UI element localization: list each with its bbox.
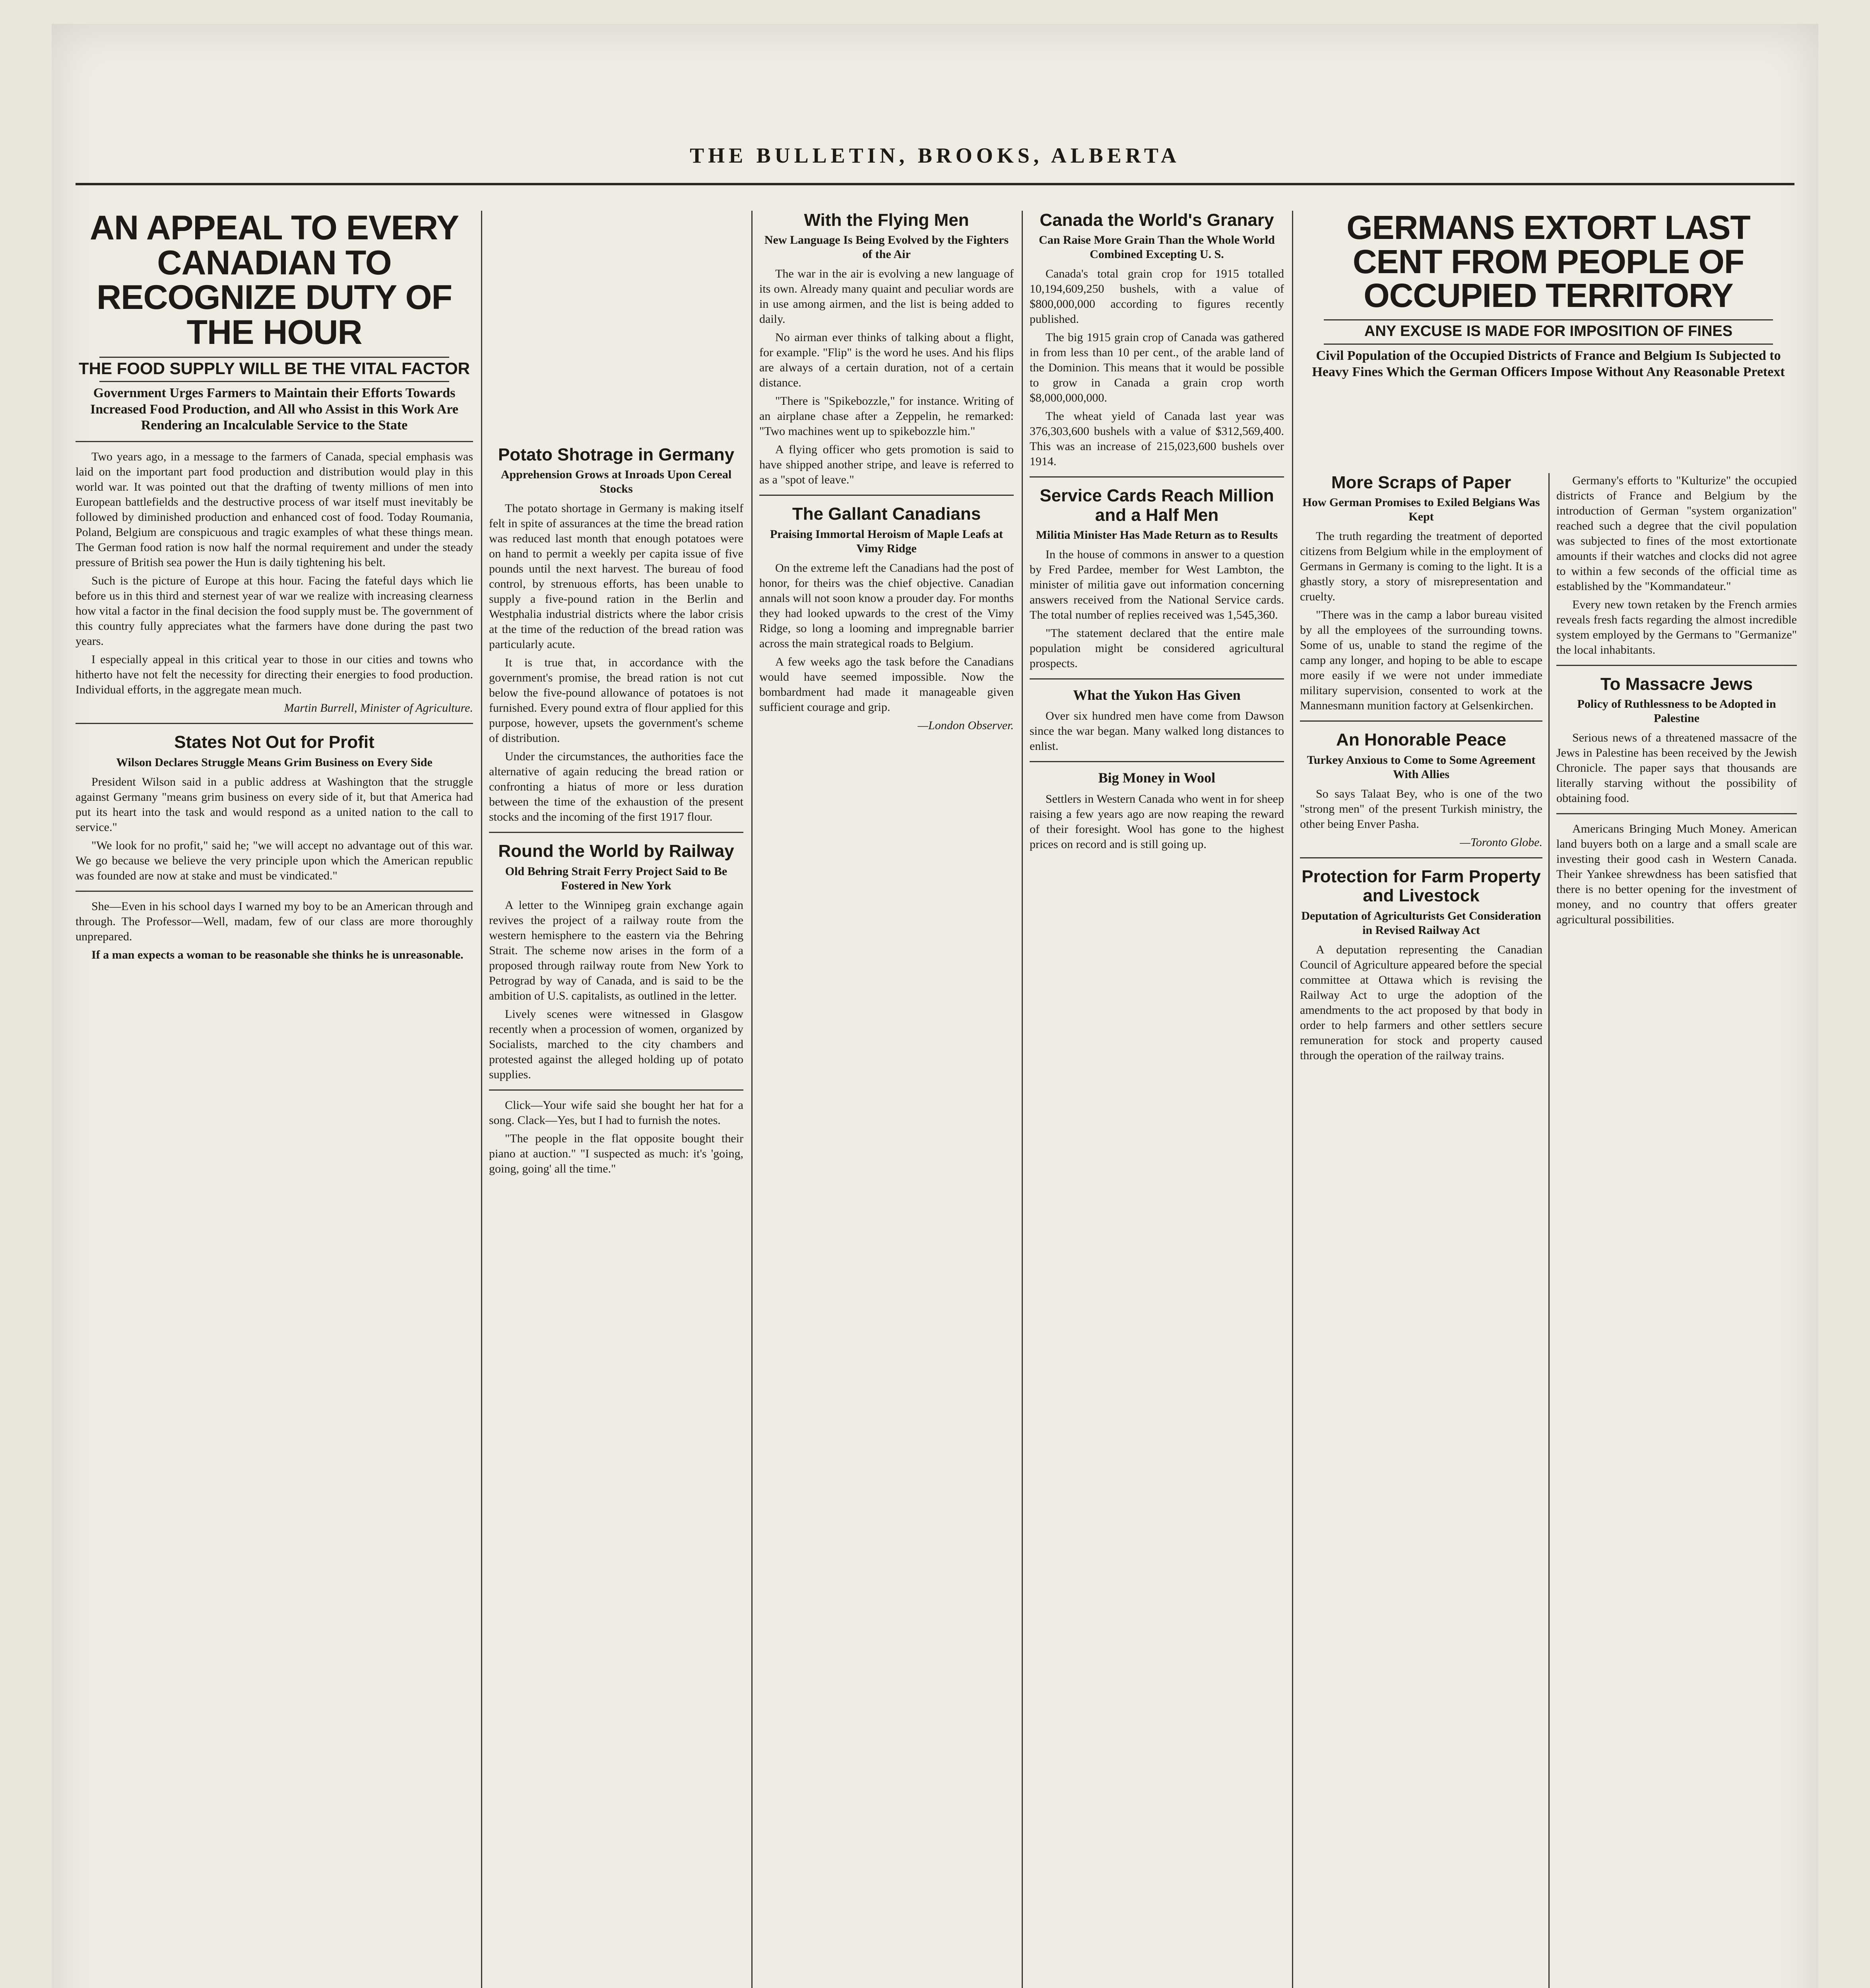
potato-paragraph: Under the circumstances, the authorities face the alternative of again reducing the bread ration or confronting a hiatus of more or less duration between the time of the exhaustion of the present stocks and the incoming of the first 1917 flour. <box>489 750 743 824</box>
railway-headline: Round the World by Railway <box>498 841 734 861</box>
germans-header <box>1300 211 1797 465</box>
newspaper-page <box>52 24 1818 1988</box>
gallant-deck: Praising Immortal Heroism of Maple Leafs at Vimy Ridge <box>770 527 1003 555</box>
peace-deck: Turkey Anxious to Come to Some Agreement With Allies <box>1307 753 1536 781</box>
potato-paragraph: The potato shortage in Germany is making itself felt in spite of assurances at the time the bread ration was reduced last month that enough potatoes were on hand to permit a weekly per capita issue of five pounds until the next harvest. The bureau of food control, by strenuous efforts, has been unable to supply a five-pound ration in the Berlin and Westphalia industrial districts where the labor crisis at the time of the reduction of the bread ration was particularly acute. <box>489 502 743 651</box>
gallant-signature: —London Observer. <box>918 718 1014 732</box>
service-deck: Militia Minister Has Made Return as to Results <box>1036 528 1278 542</box>
joke: If a man expects a woman to be reasonable she thinks he is unreasonable. <box>91 948 464 961</box>
appeal-paragraph: Such is the picture of Europe at this hour. Facing the fateful days which lie before us in this third and sternest year of war we realize with increasing clearness how vital a factor in the final decision the food supply must be. The government of this country fully appreciates what the farmers have done during the past two years. <box>76 574 473 648</box>
joke: She—Even in his school days I warned my boy to be an American through and through. The Professor—Well, madam, few of our class are more thoroughly unprepared. <box>76 899 473 943</box>
column-granary <box>1030 211 1284 1988</box>
gallant-paragraph: On the extreme left the Canadians had the post of honor, for theirs was the chief objective. Canadian annals will not soon know a prouder day. For months they had looked upwards to the crest of the Vimy Ridge, so long a looming and impregnable barrier across the main strategical roads to Belgium. <box>759 561 1014 650</box>
column-potato <box>489 445 743 1988</box>
jews-paragraph: Serious news of a threatened massacre of the Jews in Palestine has been received by the Jewish Chronicle. The paper says that thousands are literally starving without the possibility of obtaining food. <box>1556 731 1797 805</box>
flying-paragraph: "There is "Spikebozzle," for instance. Writing of an airplane chase after a Zeppelin, he remarked: "Two machines went up to spikebozzle him." <box>759 394 1014 438</box>
wool-paragraph: Settlers in Western Canada who went in for sheep raising a few years ago are now reaping the reward of their foresight. Wool has gone to the highest prices on record and is still going up. <box>1030 792 1284 851</box>
americans-paragraph: Americans Bringing Much Money. American land buyers both on a large and a small scale are investing their good cash in Western Canada. Their Yankee shrewdness has been satisfied that there is no better opening for the investment of money, and no country that offers greater agricultural possibilities. <box>1556 822 1797 926</box>
peace-paragraph: So says Talaat Bey, who is one of the two "strong men" of the present Turkish ministry, the other being Enver Pasha. <box>1300 787 1542 831</box>
joke: Click—Your wife said she bought her hat for a song. Clack—Yes, but I had to furnish the notes. <box>489 1098 743 1127</box>
flying-paragraph: No airman ever thinks of talking about a flight, for example. "Flip" is the word he uses. And his flips are always of a certain duration, not of a certain distance. <box>759 331 1014 390</box>
scraps-paragraph: "There was in the camp a labor bureau visited by all the employees of the surrounding towns. Some of us, unable to stand the regime of the camp any longer, and hoping to be able to escape more easily if we were not under immediate military supervision, consented to work at the Mannesmann munition factory at Gelsenkirchen. <box>1300 608 1542 712</box>
germans-headline: GERMANS EXTORT LAST CENT FROM PEOPLE OF OCCUPIED TERRITORY <box>1346 211 1750 315</box>
states-headline: States Not Out for Profit <box>174 732 374 752</box>
germans-deck: Civil Population of the Occupied Districts of France and Belgium Is Subjected to Heavy Fines Which the German Officers Impose Without Any Reasonable Pretext <box>1312 348 1785 379</box>
peace-signature: —Toronto Globe. <box>1460 835 1542 849</box>
scraps-paragraph: The truth regarding the treatment of deported citizens from Belgium while in the employment of Germans in Germany is coming to the light. It is a ghastly story, a story of misrepresentation and cruelty. <box>1300 530 1542 604</box>
column-rule <box>1292 211 1293 1988</box>
column-appeal <box>76 211 473 1988</box>
appeal-paragraph: Two years ago, in a message to the farmers of Canada, special emphasis was laid on the important part food production and distribution would play in this world war. It was pointed out that the drafting of twenty millions of men into European battlefields and the destructive process of war itself must inevitably be followed by diminished production and enhanced cost of food. Today Roumania, Poland, Belgium are conspicuous and tragic examples of what these things mean. The German food ration is now half the normal requirement and under the steady pressure of British sea power the Hun is daily tightening his belt. <box>76 450 473 569</box>
service-paragraph: In the house of commons in answer to a question by Fred Pardee, member for West Lambton, the minister of militia gave out information concerning answers received from the National Service cards. The total number of replies received was 1,545,360. <box>1030 548 1284 622</box>
germans-subhead: ANY EXCUSE IS MADE FOR IMPOSITION OF FINES <box>1364 323 1733 340</box>
granary-paragraph: The wheat yield of Canada last year was 376,303,600 bushels with a value of $312,569,400. This was an increase of 215,023,600 bushels over 1914. <box>1030 410 1284 468</box>
granary-paragraph: Canada's total grain crop for 1915 totalled 10,194,609,250 bushels, with a value of $800,000,000 according to figures recently published. <box>1030 267 1284 326</box>
scraps-headline: More Scraps of Paper <box>1331 473 1511 492</box>
farm-deck: Deputation of Agriculturists Get Consideration in Revised Railway Act <box>1301 909 1541 937</box>
column-flying <box>759 211 1014 1988</box>
kultur-paragraph: Every new town retaken by the French armies reveals fresh facts regarding the almost incredible system employed by the Germans to "Germanize" the local inhabitants. <box>1556 598 1797 656</box>
service-headline: Service Cards Reach Million and a Half Men <box>1040 486 1274 525</box>
states-paragraph: "We look for no profit," said he; "we will accept no advantage out of this war. We go because we believe the very principle upon which the American republic was founded are now at stake and must be vindicated." <box>76 839 473 882</box>
yukon-paragraph: Over six hundred men have come from Dawson since the war began. Many walked long distances to enlist. <box>1030 709 1284 753</box>
farm-paragraph: A deputation representing the Canadian Council of Agriculture appeared before the special committee at Ottawa which is revising the Railway Act to urge the adoption of the amendments to the act proposed by that body in order to help farmers and other settlers secure remuneration for stock and property caused through the operation of the railway trains. <box>1300 943 1542 1062</box>
potato-deck: Apprehension Grows at Inroads Upon Cereal Stocks <box>500 468 732 496</box>
column-scraps <box>1300 473 1542 1988</box>
service-paragraph: "The statement declared that the entire male population might be considered agricultural prospects. <box>1030 627 1284 670</box>
granary-deck: Can Raise More Grain Than the Whole World Combined Excepting U. S. <box>1039 233 1275 261</box>
column-rule <box>751 211 753 1988</box>
states-paragraph: President Wilson said in a public address at Washington that the struggle against Germany "means grim business on every side of it, but that America had put its heart into the task and would respond as a united nation to the call to service." <box>76 775 473 834</box>
appeal-subhead: THE FOOD SUPPLY WILL BE THE VITAL FACTOR <box>79 359 470 378</box>
appeal-signature: Martin Burrell, Minister of Agriculture. <box>284 701 473 715</box>
appeal-headline: AN APPEAL TO EVERY CANADIAN TO RECOGNIZE DUTY OF THE HOUR <box>89 211 459 352</box>
flying-headline: With the Flying Men <box>804 211 969 230</box>
masthead: THE BULLETIN, BROOKS, ALBERTA <box>690 144 1180 167</box>
railway-paragraph: Lively scenes were witnessed in Glasgow recently when a procession of women, organized by Socialists, marched to the city chambers and protested against the alleged holding up of potato supplies. <box>489 1007 743 1081</box>
column-rule <box>481 211 482 1988</box>
peace-headline: An Honorable Peace <box>1336 730 1506 750</box>
gallant-headline: The Gallant Canadians <box>792 504 981 524</box>
masthead-rule <box>76 183 1794 185</box>
yukon-headline: What the Yukon Has Given <box>1073 687 1241 703</box>
farm-headline: Protection for Farm Property and Livestock <box>1302 866 1541 906</box>
potato-headline: Potato Shotrage in Germany <box>498 445 735 464</box>
states-deck: Wilson Declares Struggle Means Grim Business on Every Side <box>116 755 433 769</box>
flying-paragraph: The war in the air is evolving a new language of its own. Already many quaint and peculiar words are in use among airmen, and the list is being added to daily. <box>759 267 1014 326</box>
railway-paragraph: A letter to the Winnipeg grain exchange again revives the project of a railway route from the western hemisphere to the eastern via the Behring Strait. The scheme now arises in the form of a proposed through railway route from New York to Petrograd by way of Canada, and is said to be the ambition of U.S. capitalists, as outlined in the letter. <box>489 898 743 1002</box>
scraps-deck: How German Promises to Exiled Belgians Was Kept <box>1302 496 1540 524</box>
jews-deck: Policy of Ruthlessness to be Adopted in Palestine <box>1577 697 1776 725</box>
column-rule <box>1548 473 1550 1988</box>
appeal-paragraph: I especially appeal in this critical year to those in our cities and towns who hitherto have not felt the necessity for directing their energies to food production. Individual efforts, in the aggregate mean much. <box>76 653 473 697</box>
wool-headline: Big Money in Wool <box>1098 770 1216 786</box>
flying-deck: New Language Is Being Evolved by the Fighters of the Air <box>764 233 1009 261</box>
potato-paragraph: It is true that, in accordance with the government's promise, the bread ration is not cut below the five-pound allowance of potatoes is not furnished. Every pound extra of flour applied for this purpose, however, upsets the government's scheme of distribution. <box>489 656 743 745</box>
kultur-paragraph: Germany's efforts to "Kulturize" the occupied districts of France and Belgium by the introduction of German "system organization" reached such a degree that the civil population was subjected to fines of the most extortionate amounts if their watches and clocks did not agree to within a few seconds of the official time as established by the "Kommandateur." <box>1556 474 1797 593</box>
granary-paragraph: The big 1915 grain crop of Canada was gathered in from less than 10 per cent., of the arable land of the Dominion. This means that it would be possible to grow in Canada a grain crop worth $8,000,000,000. <box>1030 331 1284 405</box>
gallant-paragraph: A few weeks ago the task before the Canadians would have seemed impossible. Now the bombardment had made it manageable given sufficient courage and grip. <box>759 655 1014 714</box>
jews-headline: To Massacre Jews <box>1600 674 1753 694</box>
column-rule <box>1022 211 1023 1988</box>
appeal-deck: Government Urges Farmers to Maintain their Efforts Towards Increased Food Production, and All who Assist in this Work Are Rendering an Incalculable Service to the State <box>90 385 459 433</box>
railway-deck: Old Behring Strait Ferry Project Said to Be Fostered in New York <box>505 864 727 892</box>
column-kultur <box>1556 473 1797 1988</box>
joke: "The people in the flat opposite bought their piano at auction." "I suspected as much: it's 'going, going, going' all the time." <box>489 1132 743 1175</box>
flying-paragraph: A flying officer who gets promotion is said to have shipped another stripe, and leave is referred to as a "spot of leave." <box>759 443 1014 487</box>
granary-headline: Canada the World's Granary <box>1040 211 1274 230</box>
